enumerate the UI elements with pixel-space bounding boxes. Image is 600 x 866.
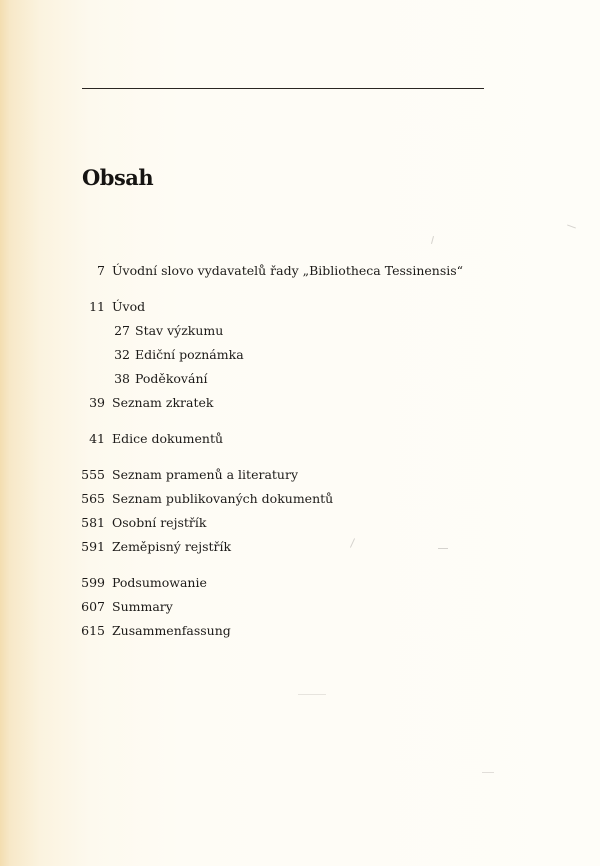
toc-entry-title: Zusammenfassung (112, 623, 231, 638)
toc-entry-title: Seznam pramenů a literatury (112, 467, 299, 482)
toc-entry-title: Úvodní slovo vydavatelů řady „Bibliotheca Tessinensis“ (112, 263, 464, 278)
toc-page-number: 39 (89, 395, 105, 410)
scan-speck (438, 548, 448, 549)
toc-page-number: 615 (81, 623, 105, 638)
toc-entry-title: Podsumowanie (112, 575, 207, 590)
toc-page-number: 599 (81, 575, 105, 590)
toc-entry-title: Edice dokumentů (112, 431, 224, 446)
toc-page-number: 555 (81, 467, 105, 482)
page-title: Obsah (82, 165, 154, 190)
toc-entry-title: Osobní rejstřík (112, 515, 207, 530)
toc-page-number: 11 (89, 299, 105, 314)
toc-entry-title: Poděkování (135, 371, 208, 386)
toc-entry-title: Ediční poznámka (135, 347, 244, 362)
toc-page-number: 581 (81, 515, 105, 530)
toc-entry-title: Seznam zkratek (112, 395, 214, 410)
toc-page-number: 32 (114, 347, 130, 362)
toc-entry-title: Zeměpisný rejstřík (112, 539, 232, 554)
toc-page-number: 7 (97, 263, 105, 278)
toc-page-number: 565 (81, 491, 105, 506)
toc-page-number: 27 (114, 323, 130, 338)
toc-entry-title: Seznam publikovaných dokumentů (112, 491, 334, 506)
scan-speck (298, 694, 326, 695)
toc-page-number: 38 (114, 371, 130, 386)
toc-entry-title: Úvod (112, 299, 146, 314)
toc-page-number: 591 (81, 539, 105, 554)
toc-entry-title: Stav výzkumu (135, 323, 224, 338)
toc-page-number: 41 (89, 431, 105, 446)
scan-speck (482, 772, 494, 773)
toc-page-number: 607 (81, 599, 105, 614)
toc-entry-title: Summary (112, 599, 173, 614)
